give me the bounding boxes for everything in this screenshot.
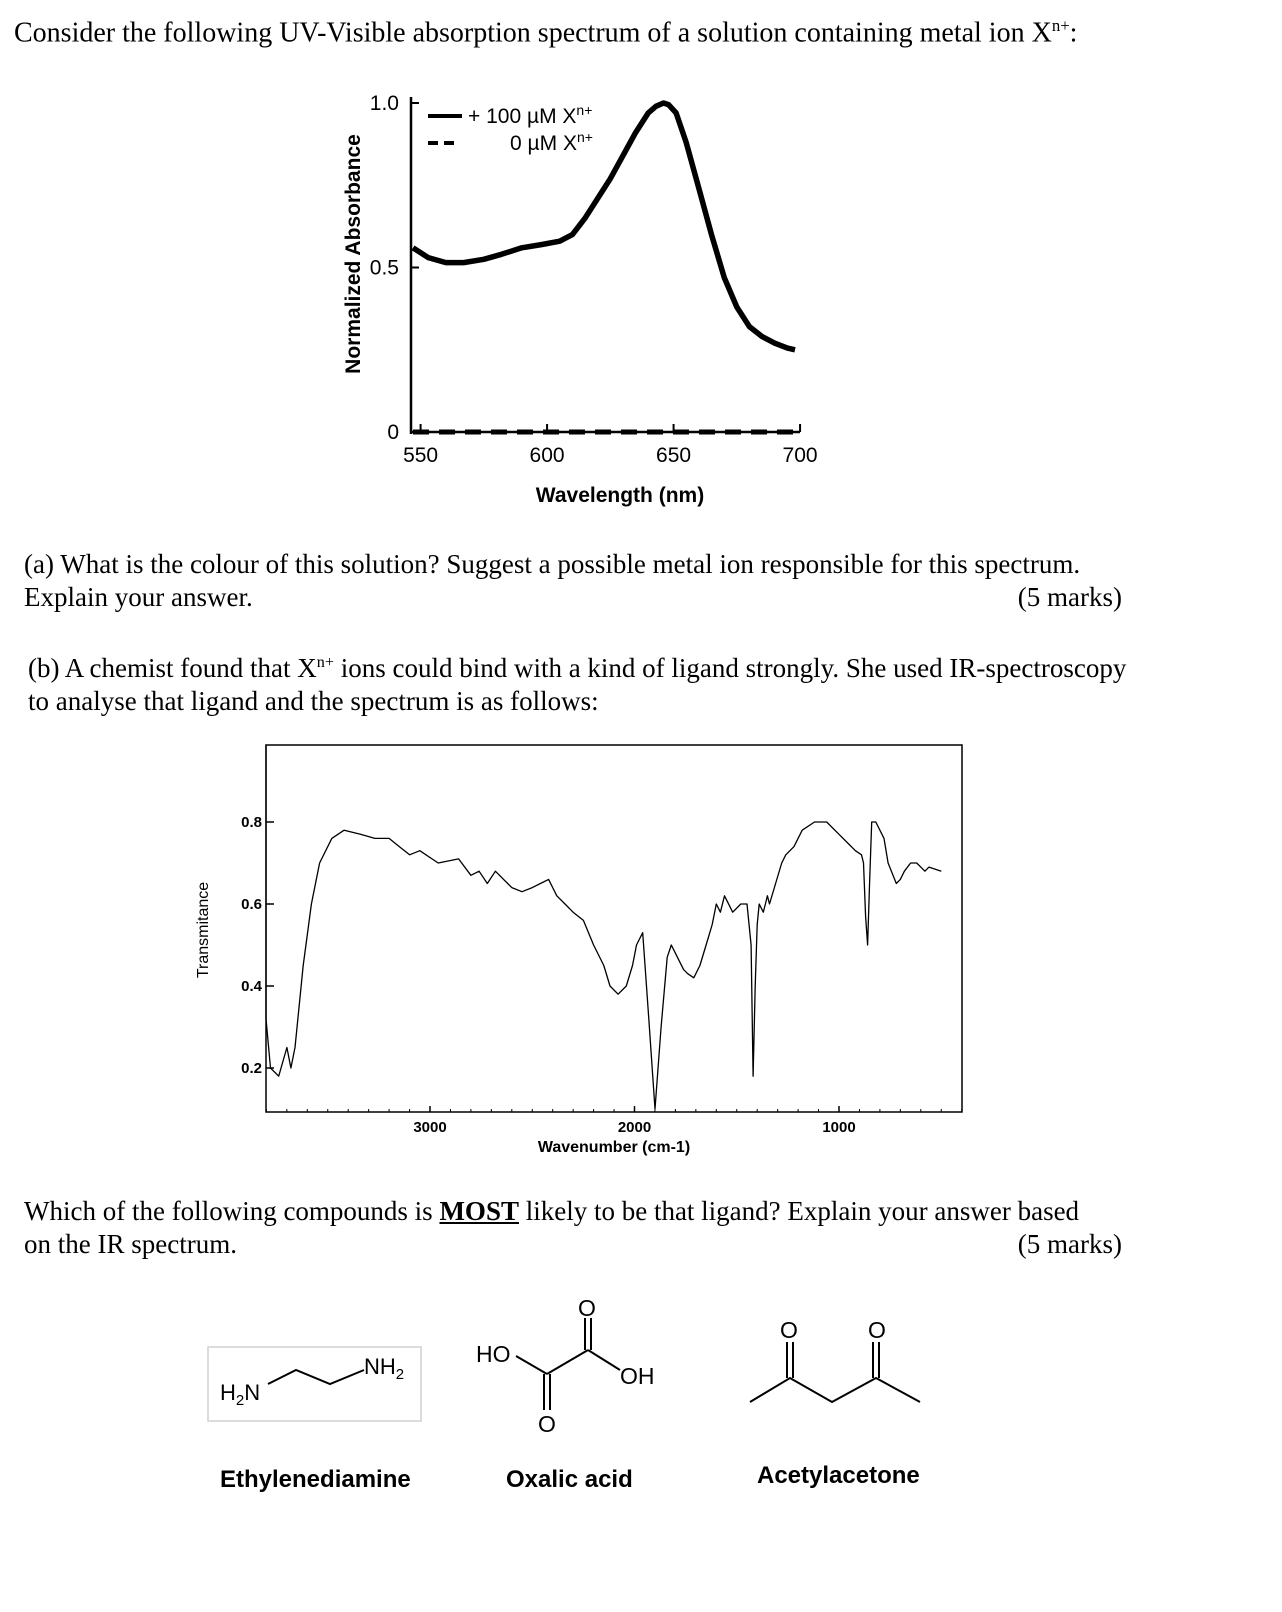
oxalic-o-bottom: O — [538, 1411, 556, 1437]
question-b2 — [24, 1195, 1134, 1261]
ir-x-tick-label-1000: 1000 — [822, 1119, 856, 1136]
acetylacetone-structure — [750, 1317, 920, 1402]
oxalic-acid-structure — [476, 1295, 655, 1437]
uv-y-tick-label-1.0: 1.0 — [369, 92, 399, 115]
uv-x-label: Wavelength (nm) — [535, 484, 705, 507]
ir-y-tick-label-0.4: 0.4 — [241, 978, 262, 995]
ir-x-tick-label-3000: 3000 — [413, 1119, 447, 1136]
compound-name-oxalic-acid: Oxalic acid — [506, 1466, 633, 1493]
ir-y-tick-label-0.6: 0.6 — [241, 896, 262, 913]
question-b-line1: (b) A chemist found that $X^{n+}$ ions could bind with a kind of ligand strongly. She used IR-spectroscopy — [28, 653, 1127, 683]
legend-entry-1: + 100 µM $X^{n+}$ — [468, 102, 593, 128]
intro-text: Consider the following UV-Visible absorption spectrum of a solution containing metal ion $X^{n+}$: — [14, 16, 1078, 49]
compound-structures — [0, 1280, 1282, 1520]
question-b2-line1: Which of the following compounds is MOST likely to be that ligand? Explain your answer based — [24, 1196, 1080, 1226]
ir-x-label: Wavenumber (cm-1) — [537, 1139, 691, 1156]
acac-o1: O — [780, 1317, 798, 1343]
question-b2-marks: (5 marks) — [1017, 1229, 1122, 1259]
question-a-marks: (5 marks) — [1017, 582, 1122, 612]
question-b2-line2: on the IR spectrum. — [24, 1229, 237, 1259]
ir-chart — [0, 700, 1282, 1170]
compound-name-ethylenediamine: Ethylenediamine — [220, 1466, 411, 1493]
acac-o2: O — [868, 1317, 886, 1343]
uv-x-tick-label-600: 600 — [529, 444, 565, 467]
uv-series-100um — [413, 103, 795, 350]
ir-y-tick-label-0.2: 0.2 — [241, 1060, 262, 1077]
uv-x-tick-label-550: 550 — [403, 444, 439, 467]
ir-y-tick-label-0.8: 0.8 — [241, 814, 262, 831]
ir-x-tick-label-2000: 2000 — [617, 1119, 652, 1136]
uv-vis-chart — [0, 0, 1282, 540]
uv-y-tick-label-0.5: 0.5 — [369, 256, 399, 280]
ir-plot-frame — [266, 745, 962, 1112]
oxalic-ho: HO — [476, 1341, 511, 1367]
ethylenediamine-structure — [208, 1347, 421, 1421]
compound-name-acetylacetone: Acetylacetone — [757, 1462, 920, 1489]
oxalic-oh: OH — [620, 1363, 655, 1389]
legend-entry-2: 0 µM $X^{n+}$ — [510, 129, 593, 155]
oxalic-o-top: O — [578, 1295, 596, 1321]
uv-x-tick-label-650: 650 — [656, 444, 692, 467]
ethylenediamine-nh2: $NH_2$ — [364, 1354, 405, 1383]
uv-y-label: Normalized Absorbance — [342, 134, 365, 374]
ir-series-line — [266, 745, 941, 1109]
uv-axes — [411, 97, 800, 434]
question-a-line2: Explain your answer. — [24, 582, 253, 612]
question-a — [24, 548, 1134, 614]
ir-y-label: Transmitance — [195, 881, 212, 979]
uv-x-tick-label-700: 700 — [782, 444, 818, 467]
question-a-line1: (a) What is the colour of this solution? Suggest a possible metal ion responsible for this spectrum. — [24, 549, 1081, 579]
question-b-line2: to analyse that ligand and the spectrum is as follows: — [28, 686, 599, 716]
ethylenediamine-h2n: $H_2N$ — [220, 1380, 261, 1409]
uv-y-tick-label-0: 0 — [387, 421, 399, 444]
